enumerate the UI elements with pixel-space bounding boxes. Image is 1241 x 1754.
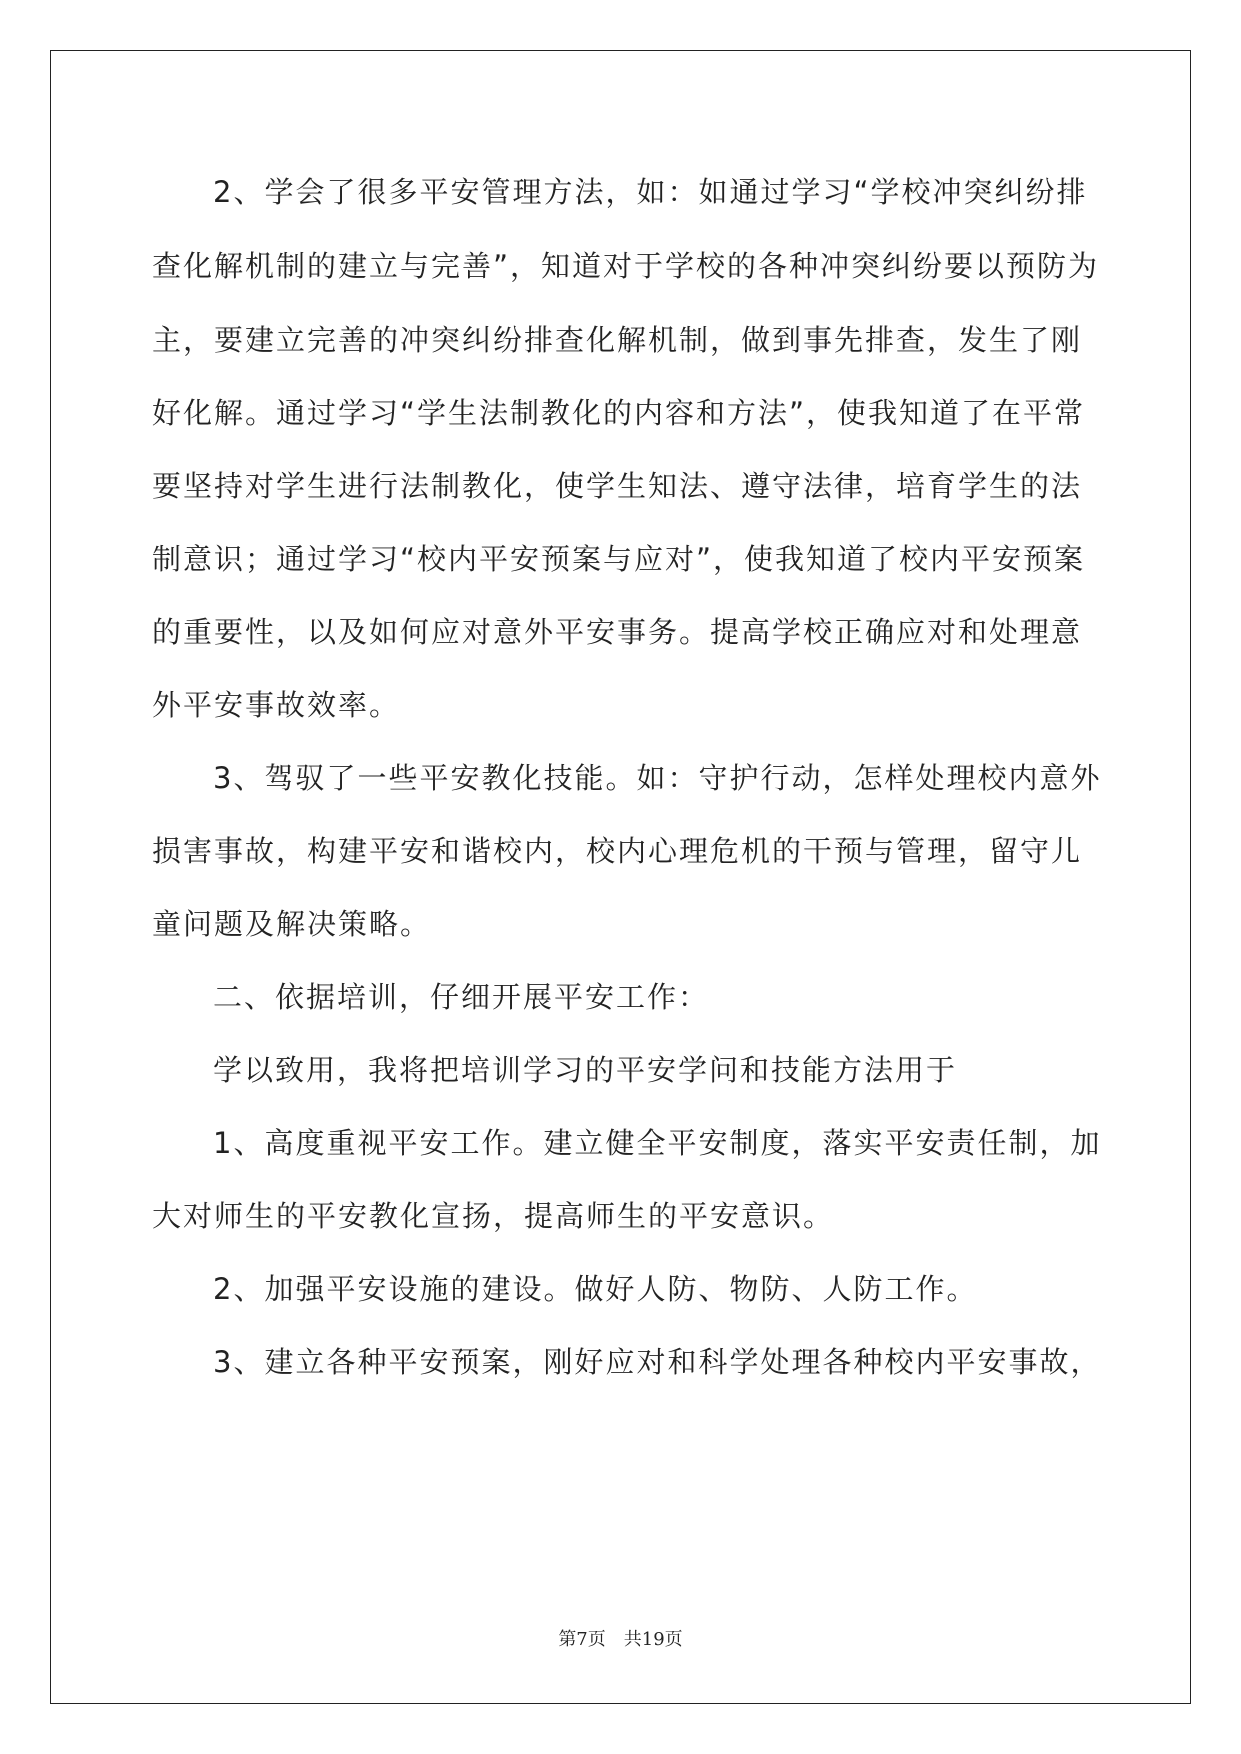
- paragraph-line: 大对师生的平安教化宣扬，提高师生的平安意识。: [152, 1199, 835, 1233]
- paragraph-line: 查化解机制的建立与完善”，知道对于学校的各种冲突纠纷要以预防为: [152, 249, 1100, 283]
- page-total: 共19页: [623, 1629, 683, 1650]
- paragraph-line: 3、驾驭了一些平安教化技能。如：守护行动，怎样处理校内意外: [213, 761, 1102, 795]
- section-heading: 二、依据培训，仔细开展平安工作：: [213, 980, 710, 1014]
- paragraph-line: 1、高度重视平安工作。建立健全平安制度，落实平安责任制，加: [213, 1126, 1102, 1160]
- paragraph-line: 主，要建立完善的冲突纠纷排查化解机制，做到事先排查，发生了刚: [152, 323, 1083, 357]
- paragraph-line: 要坚持对学生进行法制教化，使学生知法、遵守法律，培育学生的法: [152, 469, 1083, 503]
- page-border: [50, 50, 1191, 1704]
- paragraph-line: 2、学会了很多平安管理方法，如：如通过学习“学校冲突纠纷排: [213, 175, 1088, 209]
- paragraph-line: 的重要性，以及如何应对意外平安事务。提高学校正确应对和处理意: [152, 615, 1083, 649]
- paragraph-line: 制意识；通过学习“校内平安预案与应对”，使我知道了校内平安预案: [152, 542, 1086, 576]
- paragraph-line: 损害事故，构建平安和谐校内，校内心理危机的干预与管理，留守儿: [152, 834, 1083, 868]
- paragraph-line: 3、建立各种平安预案，刚好应对和科学处理各种校内平安事故，: [213, 1345, 1102, 1379]
- paragraph-line: 童问题及解决策略。: [152, 907, 432, 941]
- paragraph-line: 外平安事故效率。: [152, 688, 401, 722]
- page-number: 第7页: [558, 1629, 606, 1650]
- page-footer: [0, 1628, 1241, 1652]
- paragraph-line: 2、加强平安设施的建设。做好人防、物防、人防工作。: [213, 1272, 978, 1306]
- paragraph-line: 好化解。通过学习“学生法制教化的内容和方法”，使我知道了在平常: [152, 396, 1086, 430]
- paragraph-line: 学以致用，我将把培训学习的平安学问和技能方法用于: [213, 1053, 958, 1087]
